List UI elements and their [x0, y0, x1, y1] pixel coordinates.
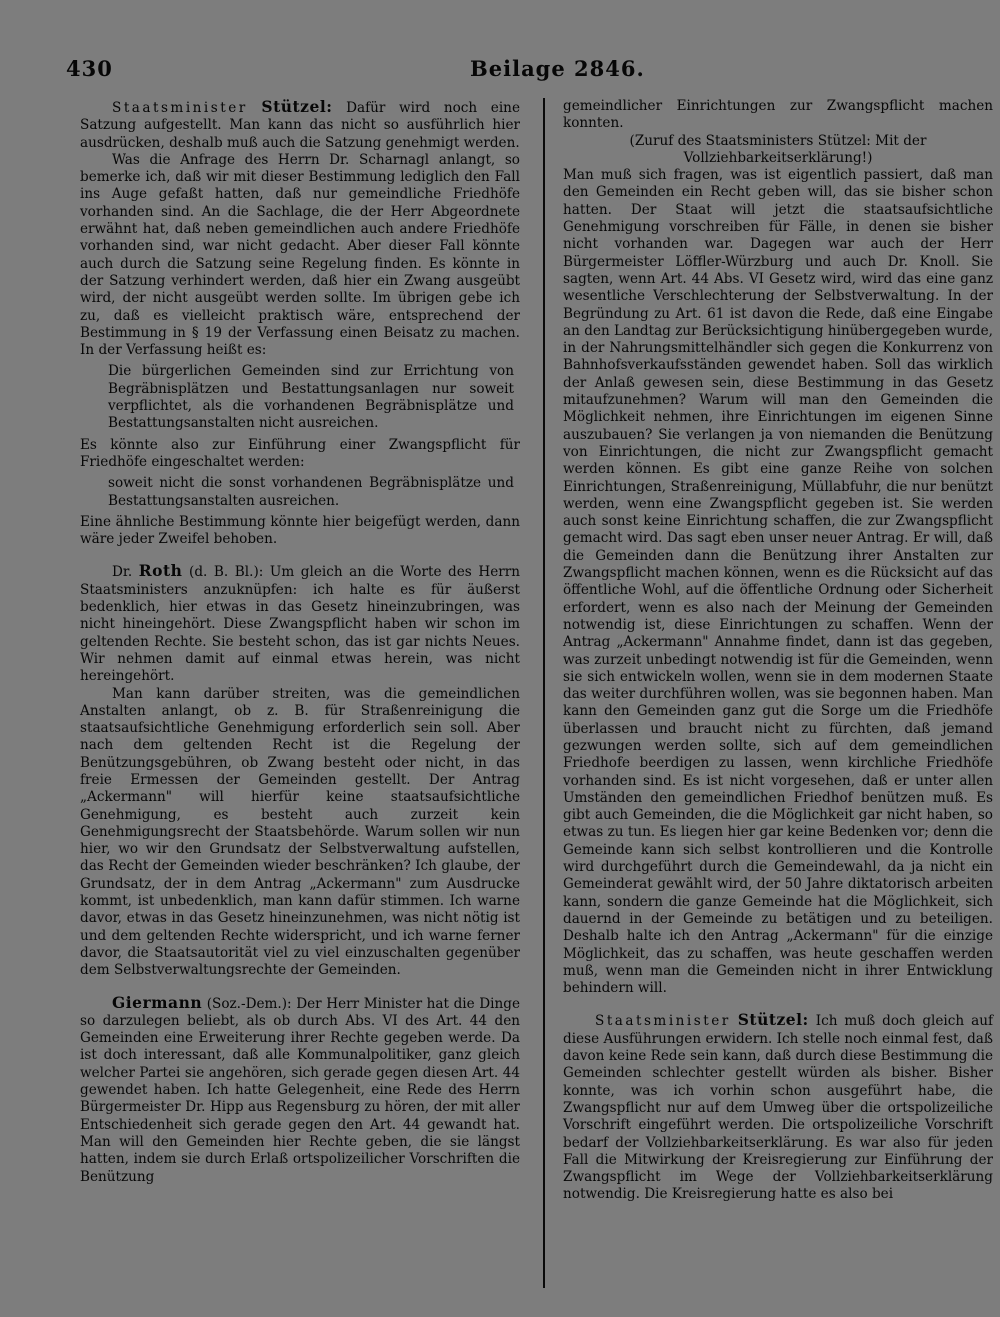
paragraph	[563, 1011, 993, 1203]
speaker-prefix: Dr.	[112, 564, 139, 581]
paragraph: Man muß sich fragen, was ist eigentlich passiert, daß man den Gemeinden ein Recht geben will, das sie bisher schon hatten. Der Staat will jetzt die staatsaufsichtliche Genehmigung vorschreiben für Fälle, in denen sie bisher nicht vorhanden war. Dagegen war auch der Herr Bürgermeister Löffler-Würzburg und auch Dr. Knoll. Sie sagten, wenn Art. 44 Abs. VI Gesetz wird, wird das eine ganz wesentliche Verschlechterung der Selbstverwaltung. In der Begründung zu Art. 61 ist davon die Rede, daß eine Eingabe an den Landtag zur Berücksichtigung hinübergegeben wurde, in der Nahrungsmittelhändler sich gegen die Konkurrenz von Bahnhofsverkaufsständen gewendet haben. Soll das wirklich der Anlaß gewesen sein, diese Bestimmung in das Gesetz mitaufzunehmen? Warum will man den Gemeinden die Möglichkeit nehmen, ihre Einrichtungen im eigenen Sinne auszubauen? Sie verlangen ja von niemanden die Benützung von Einrichtungen, die nicht zur Zwangspflicht gemacht werden können. Es gibt eine ganze Reihe von solchen Einrichtungen, Straßenreinigung, Müllabfuhr, die nur benützt werden, wenn eine Zwangspflicht gegeben ist. Sie werden auch sonst keine Einrichtung schaffen, die zur Zwangspflicht gemacht wird. Das sagt eben unser neuer Antrag. Er will, daß die Gemeinden dann die Benützung ihrer Anstalten zur Zwangspflicht machen können, wenn es die Rücksicht auf das öffentliche Wohl, auf die öffentliche Ordnung oder Sicherheit erfordert, wenn es also nach der Meinung der Gemeinden notwendig ist, diese Einrichtungen zu schaffen. Wenn der Antrag „Ackermann" Annahme findet, dann ist das gegeben, was zurzeit unbedingt notwendig ist für die Gemeinden, wenn sie sich entwickeln wollen, wenn sie in dem modernen Staate das weiter durchführen wollen, was sie begonnen haben. Man kann den Gemeinden ganz gut die Sorge um die Friedhöfe überlassen und braucht nicht zu fürchten, daß jemand gezwungen werden sollte, sich auf dem gemeindlichen Friedhofe beerdigen zu lassen, wenn kirchliche Friedhöfe vorhanden sind. Es ist nicht vorgesehen, daß er unter allen Umständen den gemeindlichen Friedhof benützen muß. Es gibt auch Gemeinden, die die Möglichkeit gar nicht haben, so etwas zu tun. Es liegen hier gar keine Bedenken vor; denn die Gemeinde kann sich selbst kontrollieren und die Kontrolle wird durchgeführt durch die Gemeindewahl, da ja nicht ein Gemeinderat gewählt wird, der 50 Jahre diktatorisch arbeiten kann, sondern die ganze Gemeinde hat die Möglichkeit, sich dauernd in der Gemeinde zu betätigen und zu beteiligen. Deshalb halte ich den Antrag „Ackermann" für die einzige Möglichkeit, das zu schaffen, was heute geschaffen werden muß, wenn man die Gemeinden nicht in ihrer Entwicklung behindern will.	[563, 167, 993, 997]
paragraph-text: Ich muß doch gleich auf diese Ausführungen erwidern. Ich stelle noch einmal fest, daß davon keine Rede sein kann, daß durch diese Bestimmung die Gemeinden schlechter gestellt würden als bisher. Bisher konnte, was ich vorhin schon ausgeführt habe, die Zwangspflicht nur auf dem Umweg über die ortspolizeiliche Vorschrift eingeführt werden. Die ortspolizeiliche Vorschrift bedarf der Vollziehbarkeitserklärung. Es war also für jeden Fall die Mitwirkung der Kreisregierung zur Einführung der Zwangspflicht im Wege der Vollziehbarkeitserklärung notwendig. Die Kreisregierung hatte es also bei	[563, 1013, 993, 1203]
paragraph: Was die Anfrage des Herrn Dr. Scharnagl anlangt, so bemerke ich, daß wir mit dieser Bestimmung lediglich den Fall ins Auge gefaßt hatten, daß nur gemeindliche Friedhöfe vorhanden sind. An die Sachlage, die der Herr Abgeordnete erwähnt hat, daß neben gemeindlichen auch andere Friedhöfe vorhanden sind, war nicht gedacht. Aber dieser Fall könnte auch durch die Satzung seine Regelung finden. Es könnte in der Satzung verhindert werden, daß hier ein Zwang ausgeübt wird, der nicht ausgeübt werden sollte. Im übrigen gebe ich zu, daß es vielleicht praktisch wäre, entsprechend der Bestimmung in § 19 der Verfassung einen Beisatz zu machen. In der Verfassung heißt es:	[80, 151, 520, 359]
spacer	[80, 980, 520, 994]
page-number: 430	[66, 56, 113, 81]
speaker-title: Staatsminister	[595, 1013, 731, 1030]
interjection: (Zuruf des Staatsministers Stützel: Mit der Vollziehbarkeitserklärung!)	[629, 132, 927, 166]
paragraph	[80, 98, 520, 152]
paragraph-text: Dafür wird noch eine Satzung aufgestellt. Man kann das nicht so ausführlich hier ausdrücken, deshalb muß auch die Satzung genehmigt werden.	[80, 100, 520, 151]
right-column	[563, 98, 993, 1204]
page-header-title: Beilage 2846.	[470, 56, 645, 81]
spacer	[80, 548, 520, 562]
paragraph-text: (Soz.-Dem.): Der Herr Minister hat die Dinge so darzulegen beliebt, als ob durch Abs. VI des Art. 44 den Gemeinden eine Erweiterung ihrer Rechte gegeben werde. Da ist doch interessant, daß alle Kommunalpolitiker, ganz gleich welcher Partei sie angehören, sich gerade gegen diesen Art. 44 gewendet haben. Ich hatte Gelegenheit, eine Rede des Herrn Bürgermeister Dr. Hipp aus Regensburg zu hören, der mit aller Entschiedenheit sich gerade gegen den Art. 44 gewandt hat. Man will den Gemeinden hier Rechte geben, die sie längst hatten, indem sie durch Erlaß ortspolizeilicher Vorschriften die Benützung	[80, 995, 520, 1185]
column-divider	[543, 98, 545, 1288]
speaker-name: Giermann	[112, 992, 203, 1012]
block-quote: soweit nicht die sonst vorhandenen Begräbnisplätze und Bestattungsanstalten ausreichen.	[108, 475, 514, 509]
speaker-name: Stützel:	[261, 97, 333, 116]
paragraph-text: (d. B. Bl.): Um gleich an die Worte des Herrn Staatsministers anzuknüpfen: ich halte es für äußerst bedenklich, hier etwas in das Gesetz hineinzubringen, was nicht hineingehört. Diese Zwangspflicht haben wir schon im geltenden Rechte. Sie besteht schon, das ist gar nichts Neues. Wir nehmen damit auf einmal etwas herein, was nicht hereingehört.	[80, 564, 520, 685]
paragraph: Man kann darüber streiten, was die gemeindlichen Anstalten anlangt, ob z. B. für Straßenreinigung die staatsaufsichtliche Genehmigung erforderlich sein soll. Aber nach dem geltenden Recht ist die Regelung der Benützungsgebühren, ob Zwang besteht oder nicht, in das freie Ermessen der Gemeinden gestellt. Der Antrag „Ackermann" will hierfür keine staatsaufsichtliche Genehmigung, es besteht auch zurzeit kein Genehmigungsrecht der Staatsbehörde. Warum sollen wir nun hier, wo wir den Grundsatz der Selbstverwaltung aufstellen, das Recht der Gemeinden wieder beschränken? Ich glaube, der Grundsatz, der in dem Antrag „Ackermann" zum Ausdrucke kommt, ist unbedenklich, man kann dafür stimmen. Ich warne davor, etwas in das Gesetz hineinzunehmen, was nicht nötig ist und dem geltenden Rechte widerspricht, und ich warne ferner davor, die Staatsautorität viel zu viel einzuschalten gegenüber dem Selbstverwaltungsrechte der Gemeinden.	[80, 685, 520, 979]
speaker-name: Roth	[138, 561, 183, 581]
paragraph: Eine ähnliche Bestimmung könnte hier beigefügt werden, dann wäre jeder Zweifel behoben.	[80, 513, 520, 548]
speaker-title: Staatsminister	[112, 100, 248, 116]
paragraph: gemeindlicher Einrichtungen zur Zwangspflicht machen konnten.	[563, 98, 993, 132]
paragraph: Es könnte also zur Einführung einer Zwangspflicht für Friedhöfe eingeschaltet werden:	[80, 436, 520, 470]
paragraph	[80, 994, 520, 1186]
left-column	[80, 98, 520, 1186]
paragraph	[80, 562, 520, 685]
block-quote: Die bürgerlichen Gemeinden sind zur Errichtung von Begräbnisplätzen und Bestattungsanlagen nur soweit verpflichtet, als die vorhandenen Begräbnisplätze und Bestattungsanstalten nicht ausreichen.	[108, 363, 514, 432]
spacer	[563, 997, 993, 1011]
speaker-name: Stützel:	[737, 1010, 809, 1030]
